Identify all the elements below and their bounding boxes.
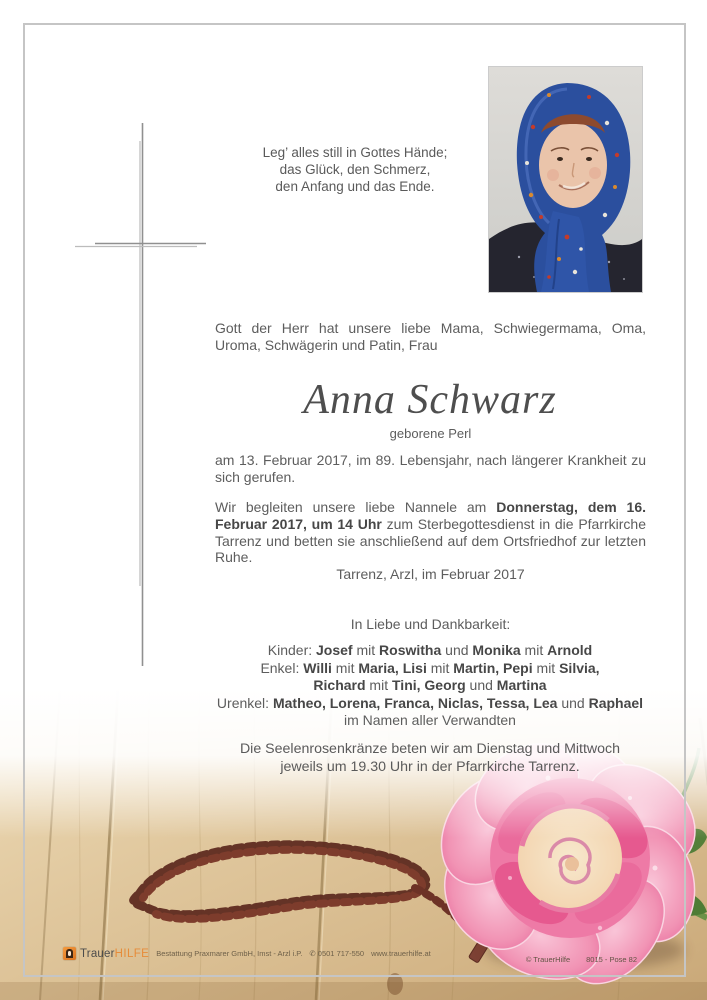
footer-phone bbox=[309, 949, 364, 958]
photo-reference: 8015 - Pose 82 bbox=[586, 955, 637, 964]
phone-icon: ✆ bbox=[309, 949, 316, 958]
rosary-prayer-note bbox=[155, 741, 705, 776]
maiden-name: geborene Perl bbox=[389, 426, 472, 441]
text-line: Urenkel: Matheo, Lorena, Franca, Niclas, Tessa, Lea und Raphael bbox=[216, 694, 644, 711]
bold-name: Martin, Pepi bbox=[453, 659, 533, 676]
portrait-photo bbox=[488, 66, 643, 293]
bold-name: Roswitha bbox=[379, 642, 442, 658]
photo-credit: © TrauerHilfe bbox=[525, 955, 571, 964]
bold-name: Martina bbox=[496, 677, 547, 694]
face bbox=[539, 122, 607, 208]
text-line: im Namen aller Verwandten bbox=[344, 712, 516, 729]
brand-text-trauer: Trauer bbox=[80, 947, 115, 960]
bold-name: Monika bbox=[472, 642, 521, 658]
bold-name: Matheo, Lorena, Franca, Niclas, Tessa, Lea bbox=[272, 694, 558, 711]
text-line: das Glück, den Schmerz, bbox=[279, 162, 431, 177]
text-line: den Anfang und das Ende. bbox=[275, 179, 435, 194]
bold-name: Donnerstag, dem 16. Februar 2017, um 14 Uhr bbox=[215, 499, 647, 532]
footer-brand-bar bbox=[63, 947, 431, 960]
family-list bbox=[120, 642, 707, 730]
death-paragraph: am 13. Februar 2017, im 89. Lebensjahr, nach längerer Krankheit zu sich gerufen. bbox=[215, 452, 646, 485]
footer-credit-bar bbox=[526, 955, 637, 964]
phone-number: 0501 717-550 bbox=[317, 949, 365, 958]
text-line: jeweils um 19.30 Uhr in der Pfarrkirche Tarrenz. bbox=[280, 758, 580, 775]
poem-text bbox=[230, 144, 480, 195]
footer-company: Bestattung Praxmarer GmbH, Imst - Arzl i.P. bbox=[156, 949, 303, 958]
text-line: Kinder: Josef mit Roswitha und Monika mit Arnold bbox=[267, 642, 593, 658]
bold-name: Willi bbox=[303, 659, 332, 676]
place-date-line: Tarrenz, Arzl, im Februar 2017 bbox=[336, 566, 525, 582]
intro-paragraph: Gott der Herr hat unsere liebe Mama, Schwiegermama, Oma, Uroma, Schwägerin und Patin, Frau bbox=[215, 320, 646, 353]
bold-name: Richard bbox=[313, 677, 366, 694]
text-line: Leg’ alles still in Gottes Hände; bbox=[262, 145, 448, 160]
closing-line: In Liebe und Dankbarkeit: bbox=[350, 616, 511, 632]
trauerhilfe-logo-icon bbox=[63, 947, 76, 960]
portrait-illustration bbox=[489, 67, 642, 292]
bold-name: Josef bbox=[316, 642, 353, 658]
bold-name: Silvia, bbox=[559, 659, 600, 676]
funeral-paragraph: Wir begleiten unsere liebe Nannele am Donnerstag, dem 16. Februar 2017, um 14 Uhr zum Sterbegottesdienst in die Pfarrkirche Tarrenz und betten sie anschließend auf dem Ortsfriedhof zur letzten Ruhe. bbox=[215, 499, 647, 566]
text-line: Enkel: Willi mit Maria, Lisi mit Martin, Pepi mit Silvia, bbox=[260, 659, 600, 676]
deceased-name: Anna Schwarz bbox=[303, 377, 557, 423]
bold-name: Tini, Georg bbox=[392, 677, 466, 694]
bold-name: Maria, Lisi bbox=[358, 659, 427, 676]
bold-name: Raphael bbox=[588, 694, 644, 711]
bold-name: Arnold bbox=[547, 642, 593, 658]
text-line: Die Seelenrosenkränze beten wir am Dienstag und Mittwoch bbox=[239, 741, 621, 757]
text-line: Richard mit Tini, Georg und Martina bbox=[313, 677, 547, 694]
footer-website: www.trauerhilfe.at bbox=[371, 949, 431, 958]
brand-text-hilfe: HILFE bbox=[114, 947, 150, 960]
